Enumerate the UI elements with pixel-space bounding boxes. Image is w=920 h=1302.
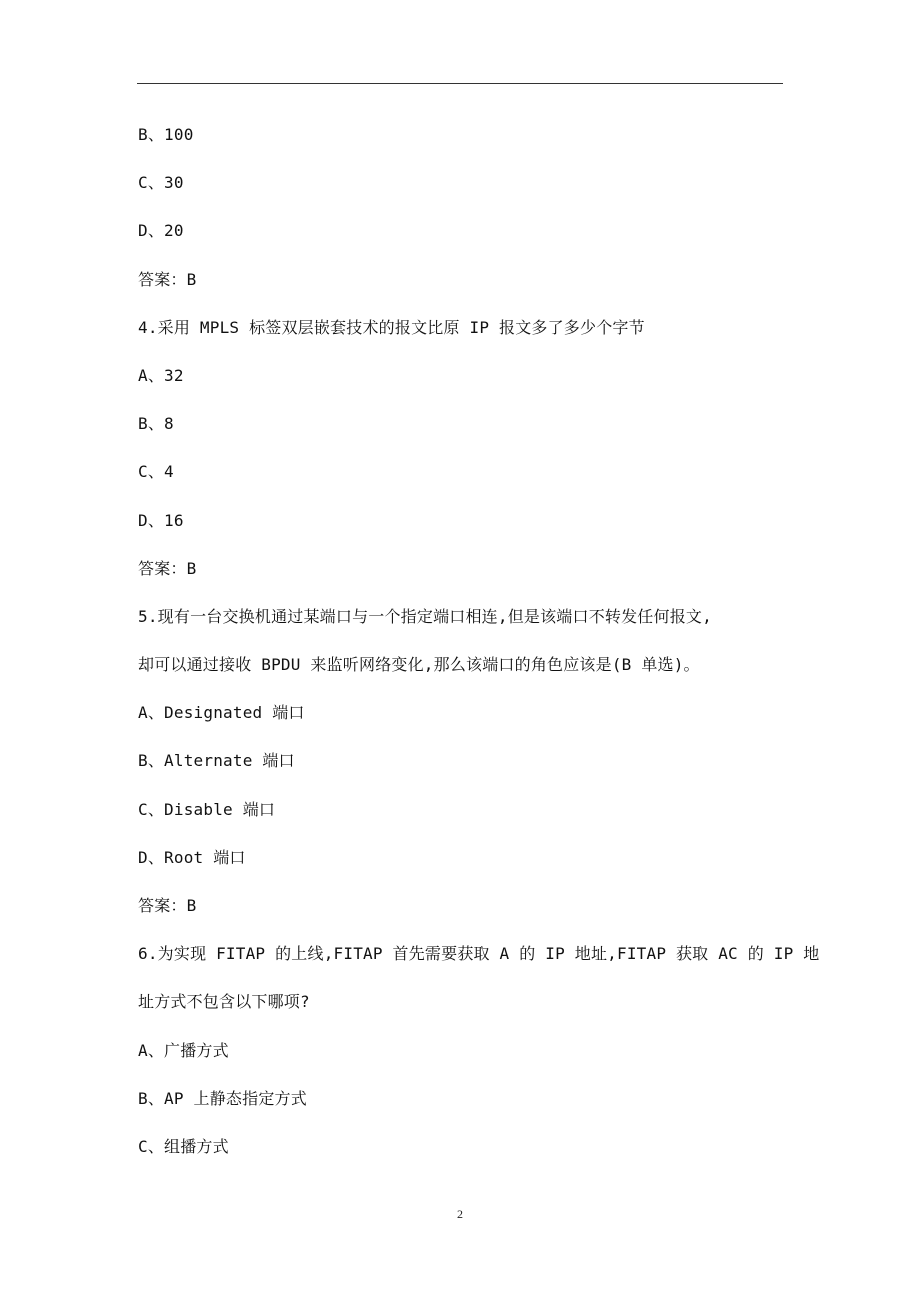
question-4: 4.采用 MPLS 标签双层嵌套技术的报文比原 IP 报文多了多少个字节 (138, 317, 645, 337)
page-content (138, 111, 820, 1171)
option-b-q5: B、Alternate 端口 (138, 751, 295, 771)
option-b-q3: B、100 (138, 125, 194, 144)
question-6-line-2: 址方式不包含以下哪项? (138, 992, 310, 1012)
option-d-q4: D、16 (138, 510, 184, 530)
answer-q5: 答案：B (138, 896, 197, 915)
question-6-line-1: 6.为实现 FITAP 的上线,FITAP 首先需要获取 A 的 IP 地址,FITAP 获取 AC 的 IP 地 (138, 944, 820, 964)
option-d-q5: D、Root 端口 (138, 847, 246, 867)
option-c-q3: C、30 (138, 173, 184, 193)
option-d-q3: D、20 (138, 221, 184, 241)
question-5-line-2: 却可以通过接收 BPDU 来监听网络变化,那么该端口的角色应该是(B 单选)。 (138, 655, 700, 675)
option-c-q6: C、组播方式 (138, 1136, 229, 1156)
option-a-q6: A、广播方式 (138, 1040, 229, 1060)
answer-q4: 答案：B (138, 558, 197, 578)
option-b-q6: B、AP 上静态指定方式 (138, 1088, 307, 1108)
answer-q3: 答案：B (138, 269, 197, 289)
option-c-q5: C、Disable 端口 (138, 799, 276, 819)
option-a-q5: A、Designated 端口 (138, 703, 305, 723)
question-5-line-1: 5.现有一台交换机通过某端口与一个指定端口相连,但是该端口不转发任何报文, (138, 606, 712, 626)
option-b-q4: B、8 (138, 414, 174, 434)
header-rule (137, 83, 783, 84)
option-c-q4: C、4 (138, 462, 174, 482)
page-number: 2 (457, 1207, 463, 1221)
option-a-q4: A、32 (138, 365, 184, 385)
